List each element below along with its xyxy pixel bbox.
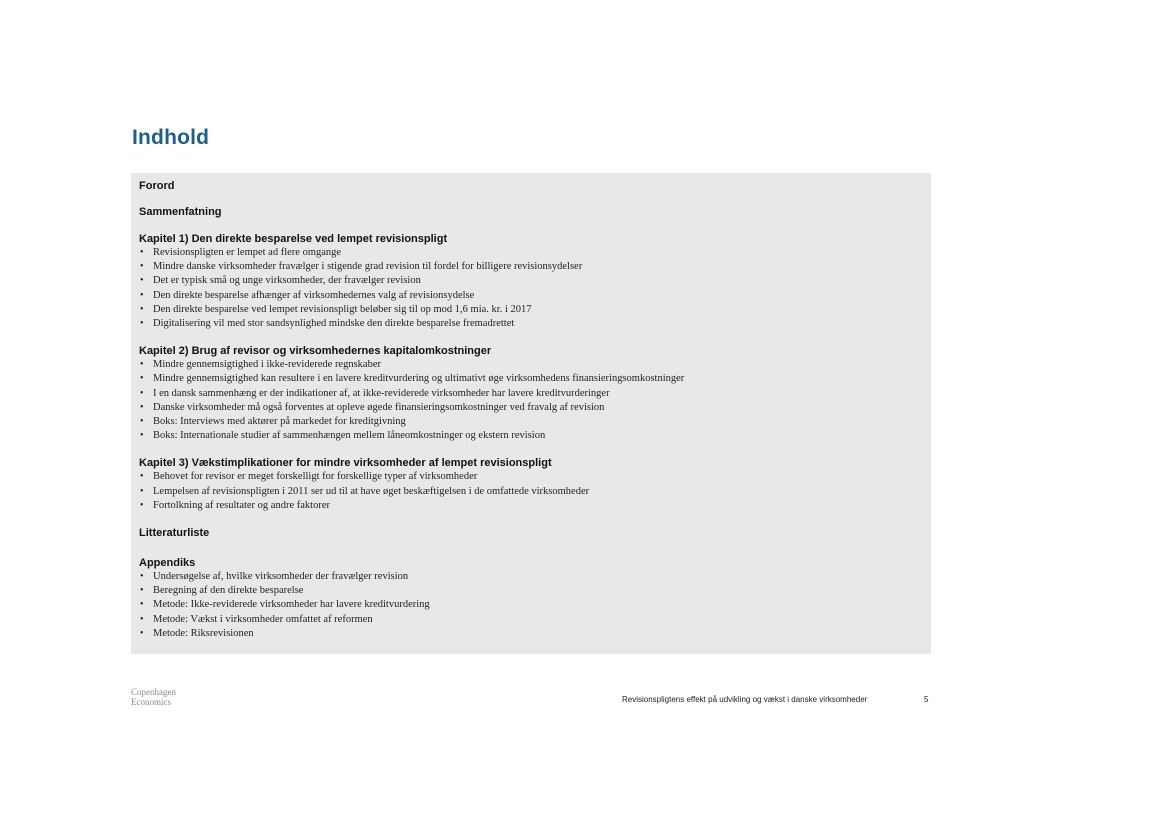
toc-item[interactable]: • Revisionspligten er lempet ad flere omgange (139, 246, 923, 260)
toc-item[interactable]: • Mindre gennemsigtighed kan resultere i en lavere kreditvurdering og ultimativt øge virksomhedens finansieringsomkostninger (139, 372, 923, 386)
bullet-icon: • (140, 430, 144, 442)
toc-list-kapitel-1 (139, 246, 923, 331)
footer-logo-line: Copenhagen (131, 687, 176, 697)
toc-list-appendiks (139, 570, 923, 641)
bullet-icon: • (140, 627, 144, 639)
toc-heading-forord[interactable]: Forord (139, 180, 175, 192)
footer-logo-line: Economics (131, 697, 171, 707)
footer-logo (131, 687, 176, 707)
toc-item[interactable]: • Undersøgelse af, hvilke virksomheder der fravælger revision (139, 570, 923, 584)
toc-item[interactable]: • Beregning af den direkte besparelse (139, 584, 923, 598)
page-title: Indhold (132, 126, 210, 149)
toc-item[interactable]: • Den direkte besparelse ved lempet revisionspligt beløber sig til op mod 1,6 mia. kr. i 2017 (139, 303, 923, 317)
toc-heading-kapitel-1[interactable]: Kapitel 1) Den direkte besparelse ved lempet revisionspligt (139, 233, 448, 245)
toc-item[interactable]: • Digitalisering vil med stor sandsynlighed mindske den direkte besparelse fremadrettet (139, 317, 923, 331)
bullet-icon: • (140, 613, 144, 625)
toc-item[interactable]: • I en dansk sammenhæng er der indikationer af, at ikke-reviderede virksomheder har lavere kreditvurderinger (139, 387, 923, 401)
bullet-icon: • (140, 289, 144, 301)
bullet-icon: • (140, 401, 144, 413)
toc-heading-kapitel-3[interactable]: Kapitel 3) Vækstimplikationer for mindre virksomheder af lempet revisionspligt (139, 457, 552, 470)
bullet-icon: • (140, 373, 144, 385)
toc-item[interactable]: • Mindre gennemsigtighed i ikke-reviderede regnskaber (139, 358, 923, 372)
bullet-icon: • (140, 387, 144, 399)
bullet-icon: • (140, 585, 144, 597)
toc-item[interactable]: • Behovet for revisor er meget forskelligt for forskellige typer af virksomheder (139, 470, 923, 484)
toc-item[interactable]: • Boks: Interviews med aktører på markedet for kreditgivning (139, 415, 923, 429)
toc-item[interactable]: • Metode: Vækst i virksomheder omfattet af reformen (139, 613, 923, 627)
bullet-icon: • (140, 416, 144, 428)
bullet-icon: • (140, 571, 144, 583)
bullet-icon: • (140, 261, 144, 273)
toc-list-kapitel-3 (139, 470, 923, 513)
toc-item[interactable]: • Boks: Internationale studier af sammenhængen mellem låneomkostninger og ekstern revision (139, 429, 923, 443)
toc-item[interactable]: • Metode: Riksrevisionen (139, 627, 923, 641)
footer-page-number: 5 (924, 695, 929, 704)
toc-heading-litteraturliste[interactable]: Litteraturliste (139, 527, 210, 540)
toc-heading-kapitel-2[interactable]: Kapitel 2) Brug af revisor og virksomhedernes kapitalomkostninger (139, 345, 492, 358)
bullet-icon: • (140, 499, 144, 511)
toc-item[interactable]: • Danske virksomheder må også forventes at opleve øgede finansieringsomkostninger ved fravalg af revision (139, 401, 923, 415)
toc-item[interactable]: • Det er typisk små og unge virksomheder, der fravælger revision (139, 274, 923, 288)
toc-item[interactable]: • Lempelsen af revisionspligten i 2011 ser ud til at have øget beskæftigelsen i de omfattede virksomheder (139, 485, 923, 499)
toc-item[interactable]: • Den direkte besparelse afhænger af virksomhedernes valg af revisionsydelse (139, 289, 923, 303)
toc-heading-sammenfatning[interactable]: Sammenfatning (139, 206, 222, 218)
bullet-icon: • (140, 359, 144, 371)
bullet-icon: • (140, 471, 144, 483)
toc-item[interactable]: • Mindre danske virksomheder fravælger i stigende grad revision til fordel for billigere revisionsydelser (139, 260, 923, 274)
bullet-icon: • (140, 485, 144, 497)
toc-heading-appendiks[interactable]: Appendiks (139, 557, 196, 570)
bullet-icon: • (140, 247, 144, 258)
toc-item[interactable]: • Fortolkning af resultater og andre faktorer (139, 499, 923, 513)
table-of-contents (131, 173, 931, 654)
footer-document-title: Revisionspligtens effekt på udvikling og vækst i danske virksomheder (622, 695, 868, 704)
bullet-icon: • (140, 318, 144, 330)
bullet-icon: • (140, 303, 144, 315)
bullet-icon: • (140, 599, 144, 611)
toc-item[interactable]: • Metode: Ikke-reviderede virksomheder har lavere kreditvurdering (139, 598, 923, 612)
bullet-icon: • (140, 275, 144, 287)
toc-list-kapitel-2 (139, 358, 923, 443)
